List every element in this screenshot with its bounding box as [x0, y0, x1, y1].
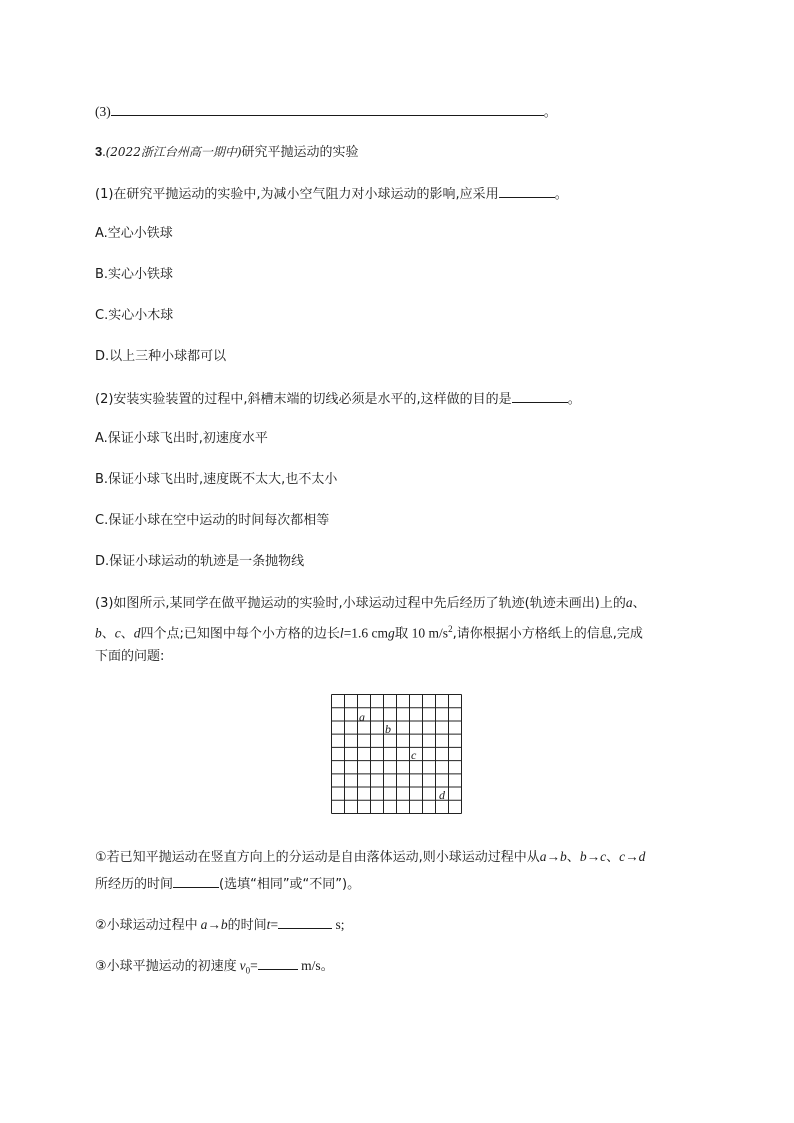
part1-end: 。: [554, 187, 568, 202]
grid-point-b-label: b: [385, 722, 391, 736]
grid-point-a-label: a: [359, 710, 365, 724]
question-number: 3: [95, 144, 103, 159]
part3-line1-text: (3)如图所示,某同学在做平抛运动的实验时,小球运动过程中先后经历了轨迹(轨迹未画出)上的: [95, 596, 626, 611]
arrow: →: [207, 917, 221, 932]
gravity-var: g: [388, 625, 395, 641]
var-b: b: [579, 849, 587, 864]
point-c-ref: c: [114, 625, 121, 641]
point-a-ref: a: [625, 595, 633, 610]
part3-line3: 下面的问题:: [95, 649, 165, 664]
var-a: a: [200, 917, 208, 932]
sub1-line2: [95, 874, 360, 894]
arrow: →: [586, 849, 601, 864]
part1-option-b: B.实心小铁球: [95, 267, 174, 282]
question-3-heading: 3.(2022浙江台州高一期中)研究平抛运动的实验: [95, 144, 359, 160]
sub1-text: ①若已知平抛运动在竖直方向上的分运动是自由落体运动,则小球运动过程中从: [95, 850, 540, 865]
part2-end: 。: [567, 392, 581, 407]
point-d-ref: d: [133, 625, 141, 641]
part2-option-a: A.保证小球飞出时,初速度水平: [95, 431, 268, 446]
sub2-blank[interactable]: [278, 915, 332, 929]
part1-text: (1)在研究平抛运动的实验中,为减小空气阻力对小球运动的影响,应采用: [95, 187, 499, 202]
sub2-unit: s;: [332, 917, 345, 932]
part2-option-b: B.保证小球飞出时,速度既不太大,也不太小: [95, 472, 338, 487]
time-var: t: [266, 917, 271, 932]
part1-option-c: C.实心小木球: [95, 308, 174, 323]
grid-point-d-label: d: [439, 788, 445, 802]
var-d: d: [638, 849, 646, 864]
prev-part3-label: (3): [95, 104, 111, 119]
separator: 、: [632, 596, 646, 611]
sub1-text2: 所经历的时间: [95, 877, 174, 892]
part1-option-d: D.以上三种小球都可以: [95, 349, 227, 364]
velocity-subscript: 0: [245, 965, 251, 976]
prev-part3-line: [95, 102, 557, 122]
separator: 、: [606, 850, 620, 865]
part3-line2: [95, 620, 643, 643]
sub3-text: ③小球平抛运动的初速度: [95, 959, 237, 974]
gravity-exponent: 2: [448, 624, 453, 634]
grid-point-c-label: c: [411, 748, 417, 762]
sub2-text2: 的时间: [227, 918, 267, 933]
sub2-text: ②小球运动过程中: [95, 918, 198, 933]
part3-line2-text1: 四个点;已知图中每个小方格的边长: [140, 626, 340, 642]
question-title: 研究平抛运动的实验: [241, 145, 359, 160]
part1-option-a: A.空心小铁球: [95, 226, 173, 241]
part2-stem: [95, 389, 581, 409]
part2-text: (2)安装实验装置的过程中,斜槽末端的切线必须是水平的,这样做的目的是: [95, 392, 512, 407]
sub3-unit: m/s。: [297, 958, 335, 973]
sub1-line1: [95, 848, 645, 867]
var-c: c: [619, 849, 626, 864]
velocity-var: v: [239, 958, 246, 973]
arrow: →: [625, 849, 639, 864]
side-length-var: l: [339, 625, 344, 641]
sub3-line: [95, 956, 334, 980]
separator: 、: [101, 626, 115, 642]
equals: =: [250, 958, 258, 973]
var-b: b: [220, 917, 228, 932]
part1-blank[interactable]: [499, 184, 555, 198]
sub2-line: [95, 915, 344, 935]
sub3-blank[interactable]: [258, 956, 298, 970]
part2-option-c: C.保证小球在空中运动的时间每次都相等: [95, 513, 330, 528]
prev-part3-end: 。: [543, 105, 557, 120]
side-length-value: =1.6 cm: [343, 625, 389, 641]
part3-line2-text2: ,请你根据小方格纸上的信息,完成: [452, 626, 643, 642]
question-source: (2022浙江台州高一期中): [105, 145, 242, 159]
point-b-ref: b: [95, 625, 102, 641]
gravity-value: 取 10 m/s: [394, 625, 449, 641]
sub1-text3: (选填“相同”或“不同”)。: [219, 877, 361, 892]
part2-option-d: D.保证小球运动的轨迹是一条抛物线: [95, 554, 305, 569]
var-c: c: [600, 849, 607, 864]
arrow: →: [546, 849, 561, 864]
part3-line1: [95, 594, 646, 613]
separator: 、: [566, 850, 580, 865]
part1-stem: [95, 184, 568, 204]
var-a: a: [539, 849, 547, 864]
prev-part3-blank[interactable]: [111, 102, 544, 116]
sub1-blank[interactable]: [173, 874, 219, 888]
separator: 、: [120, 626, 134, 642]
part2-blank[interactable]: [512, 389, 568, 403]
var-b: b: [560, 849, 567, 864]
equals: =: [270, 917, 279, 932]
grid-figure: [331, 694, 462, 814]
